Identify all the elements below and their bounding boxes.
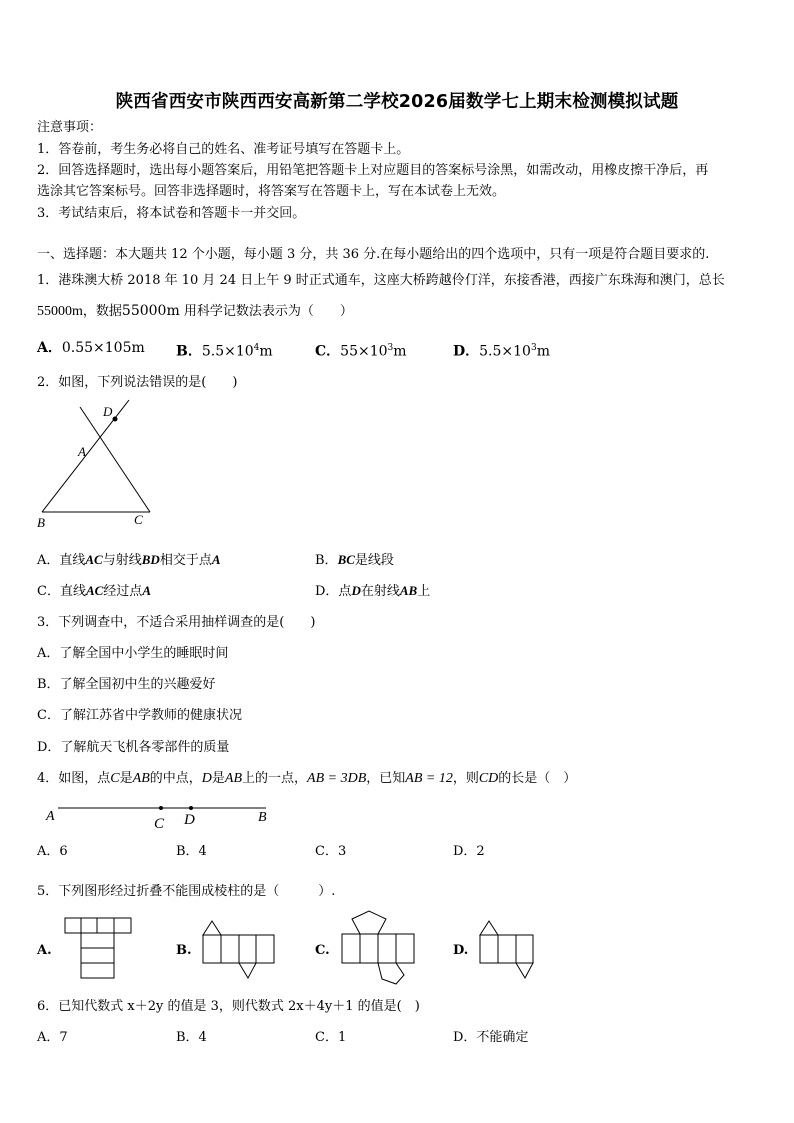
- q4-option-a[interactable]: A．6: [37, 844, 68, 859]
- q4-text-6: ，已知: [366, 771, 406, 786]
- q5-net-d-top-triangle: [480, 921, 498, 935]
- q6-option-a[interactable]: A．7: [37, 1030, 68, 1045]
- q2-option-a-var2: BD: [141, 552, 160, 567]
- q1-option-b[interactable]: [176, 339, 273, 361]
- q5-net-d-bottom-triangle: [516, 963, 533, 978]
- q2-option-b-text2: 是线段: [354, 553, 394, 568]
- q1-option-a-value: 0.55×105m: [61, 340, 145, 356]
- q1-option-d-base: 5.5×10: [479, 343, 531, 360]
- q2-option-a-text2: 与射线: [102, 553, 142, 568]
- q5-net-b[interactable]: [200, 917, 280, 981]
- q1-value-1: 55000m: [37, 304, 83, 319]
- q2-label-d: D: [103, 404, 113, 419]
- q5-stem: 5．下列图形经过折叠不能围成棱柱的是（ ）.: [37, 884, 336, 899]
- notice-heading: 注意事项：: [37, 120, 103, 135]
- q5-net-b-top-triangle: [203, 921, 221, 935]
- q4-option-b[interactable]: B．4: [176, 844, 207, 859]
- q4-point-c: [159, 806, 163, 810]
- q1-option-d-label: D．: [453, 343, 480, 360]
- q1-option-d[interactable]: [453, 339, 550, 361]
- q1-stem-line1: 1．港珠澳大桥 2018 年 10 月 24 日上午 9 时正式通车，这座大桥跨越伶仃洋，东接香港，西接广东珠海和澳门，总长: [37, 273, 725, 288]
- notice-item-2-cont: 选涂其它答案标号。回答非选择题时，将答案写在答题卡上，写在本试卷上无效。: [37, 184, 506, 199]
- q4-label-c: C: [154, 816, 165, 832]
- q1-option-c[interactable]: [315, 339, 407, 361]
- page-title: 陕西省西安市陕西西安高新第二学校2026届数学七上期末检测模拟试题: [115, 92, 679, 112]
- q4-label-d: D: [184, 812, 195, 828]
- q6-stem: 6．已知代数式 x＋2y 的值是 3，则代数式 2x＋4y＋1 的值是( ): [37, 999, 420, 1014]
- notice-item-2: 2．回答选择题时，选出每小题答案后，用铅笔把答题卡上对应题目的答案标号涂黑，如需改动，用橡皮擦干净后，再: [37, 163, 709, 178]
- q2-option-c-var2: A: [142, 583, 151, 598]
- q5-option-c-label[interactable]: C.: [315, 943, 330, 958]
- q2-option-a-var1: AC: [85, 552, 103, 567]
- q2-triangle-figure: [30, 396, 170, 534]
- q3-stem: 3．下列调查中，不适合采用抽样调查的是( ): [37, 615, 316, 630]
- q3-option-d[interactable]: D．了解航天飞机各零部件的质量: [37, 740, 230, 755]
- q2-stem: 2．如图，下列说法错误的是( ): [37, 375, 238, 390]
- q5-net-b-bottom-triangle: [239, 963, 256, 978]
- q1-option-c-unit: m: [393, 343, 407, 360]
- q4-var-7: CD: [478, 771, 499, 786]
- q2-label-b: B: [37, 515, 45, 530]
- q4-var-6: AB = 12: [405, 771, 453, 786]
- q1-option-b-exp: 4: [253, 343, 260, 353]
- q2-option-d-var2: AB: [399, 583, 418, 598]
- q2-line-ac: [80, 407, 150, 512]
- notice-item-1: 1．答卷前，考生务必将自己的姓名、准考证号填写在答题卡上。: [37, 142, 410, 157]
- q6-option-d[interactable]: D．不能确定: [453, 1030, 529, 1045]
- q5-net-a-column: [81, 933, 114, 978]
- q1-option-a[interactable]: [37, 339, 145, 357]
- q4-option-d[interactable]: D．2: [453, 844, 485, 859]
- q5-option-a-label[interactable]: A.: [37, 943, 52, 958]
- q2-option-b-text: B．: [315, 553, 338, 568]
- q1-option-b-label: B．: [176, 343, 202, 360]
- q5-net-c-top-pentagon: [352, 911, 386, 934]
- q2-option-d-text: D．点: [315, 584, 352, 599]
- q2-option-d[interactable]: [315, 582, 430, 601]
- q4-text-2: 是: [119, 771, 133, 786]
- q1-value-2: 55000m: [121, 303, 180, 319]
- q4-var-5: AB = 3DB: [307, 771, 367, 786]
- q4-text-3: 的中点，: [149, 771, 202, 786]
- q4-label-a: A: [46, 809, 55, 824]
- q4-var-4: AB: [224, 771, 243, 786]
- q3-option-b[interactable]: B．了解全国初中生的兴趣爱好: [37, 677, 216, 692]
- q1-option-c-base: 55×10: [340, 343, 388, 360]
- q1-stem-line2: [37, 302, 353, 321]
- q5-option-d-label[interactable]: D.: [453, 943, 469, 958]
- q1-option-a-label: A．: [37, 340, 62, 356]
- q2-option-d-text2: 在射线: [360, 584, 400, 599]
- q2-option-b-var1: BC: [337, 552, 355, 567]
- q5-net-d[interactable]: [477, 917, 537, 981]
- q2-option-c-text: C．直线: [37, 584, 86, 599]
- q2-option-c[interactable]: [37, 582, 151, 601]
- q4-text-1: 4．如图，点: [37, 771, 111, 786]
- section-heading: 一、选择题：本大题共 12 个小题，每小题 3 分，共 36 分.在每小题给出的四个选项中，只有一项是符合题目要求的.: [37, 247, 710, 262]
- q4-var-1: C: [110, 771, 120, 786]
- q1-text-1: ，数据: [82, 304, 122, 319]
- q2-option-a-text3: 相交于点: [159, 553, 212, 568]
- q3-option-a[interactable]: A．了解全国中小学生的睡眠时间: [37, 646, 229, 661]
- q4-var-2: AB: [132, 771, 150, 786]
- q4-text-4: 是: [211, 771, 225, 786]
- q1-option-b-unit: m: [259, 343, 273, 360]
- q2-option-b[interactable]: [315, 551, 394, 570]
- q2-option-d-var1: D: [351, 583, 361, 598]
- q5-net-d-strip: [480, 935, 533, 963]
- q2-option-d-text3: 上: [417, 584, 431, 599]
- q2-point-d: [113, 417, 118, 422]
- q1-text-2: 用科学记数法表示为（ ）: [183, 304, 353, 319]
- q1-option-b-base: 5.5×10: [201, 343, 254, 360]
- q2-option-a-text: A．直线: [37, 553, 86, 568]
- q6-option-b[interactable]: B．4: [176, 1030, 207, 1045]
- q2-option-c-text2: 经过点: [103, 584, 143, 599]
- q1-option-d-exp: 3: [530, 343, 537, 353]
- q4-text-7: ，则: [452, 771, 479, 786]
- q1-option-d-unit: m: [536, 343, 550, 360]
- q4-var-3: D: [201, 771, 212, 786]
- q2-option-a-var3: A: [211, 552, 221, 567]
- q2-option-a[interactable]: [37, 551, 221, 570]
- notice-item-3: 3．考试结束后，将本试卷和答题卡一并交回。: [37, 206, 306, 221]
- q5-net-a[interactable]: [62, 915, 134, 981]
- q2-option-c-var1: AC: [85, 583, 104, 598]
- q1-option-c-exp: 3: [387, 343, 394, 353]
- q5-net-c[interactable]: [339, 909, 419, 989]
- q5-option-b-label[interactable]: B.: [176, 943, 192, 958]
- q4-point-d: [189, 806, 193, 810]
- q2-label-c: C: [134, 512, 143, 527]
- q6-option-c[interactable]: C．1: [315, 1030, 347, 1045]
- q3-option-c[interactable]: C．了解江苏省中学教师的健康状况: [37, 708, 242, 723]
- q2-label-a: A: [78, 444, 86, 459]
- q4-segment-figure: [40, 798, 280, 834]
- q1-option-c-label: C．: [315, 343, 341, 360]
- q4-label-b: B: [258, 810, 267, 825]
- q5-net-a-top-strip: [65, 918, 131, 933]
- q4-option-c[interactable]: C．3: [315, 844, 347, 859]
- q4-text-5: 上的一点，: [242, 771, 308, 786]
- q5-net-c-bottom-pentagon: [378, 963, 404, 984]
- q4-text-8: 的长是（ ）: [498, 771, 577, 786]
- q4-stem: [37, 770, 576, 788]
